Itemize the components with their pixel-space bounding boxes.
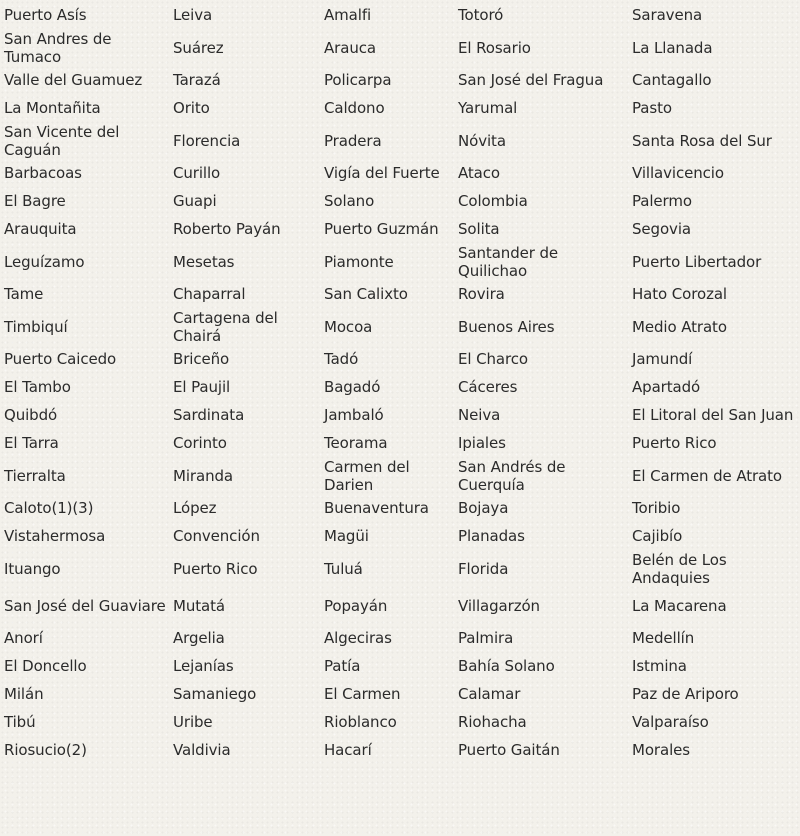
- table-cell: Pasto: [632, 99, 672, 117]
- table-cell: Rioblanco: [324, 713, 397, 731]
- table-cell: Piamonte: [324, 252, 394, 271]
- table-cell: San Vicente del Caguán: [4, 122, 120, 159]
- table-cell: Valdivia: [173, 741, 231, 759]
- table-row: [0, 736, 800, 764]
- table-cell: Palermo: [632, 192, 692, 210]
- table-cell: Yarumal: [458, 99, 518, 117]
- table-cell: La Llanada: [632, 38, 713, 57]
- table-row: [0, 0, 800, 29]
- table-cell: Istmina: [632, 657, 687, 675]
- table-cell: El Rosario: [458, 38, 531, 57]
- table-row: [0, 66, 800, 94]
- table-cell: Santa Rosa del Sur: [632, 131, 772, 150]
- table-cell: Riosucio(2): [4, 741, 87, 759]
- table-cell: Teorama: [324, 434, 388, 452]
- table-cell: Convención: [173, 527, 260, 545]
- table-cell: Uribe: [173, 713, 213, 731]
- table-cell: San Calixto: [324, 285, 408, 303]
- table-cell: Villavicencio: [632, 164, 724, 182]
- table-cell: Paz de Ariporo: [632, 685, 739, 703]
- table-cell: Valle del Guamuez: [4, 71, 143, 89]
- table-cell: Patía: [324, 657, 361, 675]
- table-cell: Neiva: [458, 406, 501, 424]
- table-cell: Buenaventura: [324, 499, 429, 517]
- table-cell: Apartadó: [632, 378, 701, 396]
- table-cell: Orito: [173, 99, 210, 117]
- table-cell: Solano: [324, 192, 375, 210]
- table-row: [0, 680, 800, 708]
- table-cell: Arauquita: [4, 220, 77, 238]
- table-cell: El Doncello: [4, 657, 87, 675]
- table-cell: Puerto Caicedo: [4, 350, 117, 368]
- table-cell: Saravena: [632, 5, 703, 24]
- table-row: [0, 243, 800, 280]
- table-cell: Vigía del Fuerte: [324, 164, 440, 182]
- table-cell: Tame: [4, 285, 44, 303]
- table-cell: Bojaya: [458, 499, 509, 517]
- table-cell: Leiva: [173, 5, 213, 24]
- table-cell: Jambaló: [324, 406, 384, 424]
- table-cell: Tarazá: [173, 71, 221, 89]
- table-cell: Calamar: [458, 685, 521, 703]
- table-cell: Carmen del Darien: [324, 457, 410, 494]
- table-cell: Milán: [4, 685, 44, 703]
- table-row: [0, 708, 800, 736]
- table-cell: Cáceres: [458, 378, 518, 396]
- table-cell: Briceño: [173, 350, 230, 368]
- table-cell: Suárez: [173, 38, 224, 57]
- table-cell: Bahía Solano: [458, 657, 555, 675]
- table-cell: Corinto: [173, 434, 227, 452]
- table-cell: Ipiales: [458, 434, 506, 452]
- table-cell: Rovira: [458, 285, 505, 303]
- table-cell: Algeciras: [324, 629, 392, 647]
- table-row: [0, 280, 800, 308]
- table-cell: Samaniego: [173, 685, 257, 703]
- table-cell: Puerto Asís: [4, 5, 87, 24]
- table-cell: Tuluá: [324, 559, 363, 578]
- table-cell: El Carmen: [324, 685, 401, 703]
- table-cell: Medio Atrato: [632, 317, 727, 336]
- table-cell: Segovia: [632, 220, 691, 238]
- table-cell: La Montañita: [4, 99, 101, 117]
- table-cell: Buenos Aires: [458, 317, 555, 336]
- table-cell: Morales: [632, 741, 690, 759]
- table-cell: Hato Corozal: [632, 285, 727, 303]
- table-cell: Tierralta: [4, 466, 66, 485]
- table-cell: Vistahermosa: [4, 527, 106, 545]
- table-cell: Jamundí: [632, 350, 693, 368]
- table-cell: Argelia: [173, 629, 225, 647]
- table-row: [0, 550, 800, 587]
- table-cell: Cajibío: [632, 527, 683, 545]
- table-cell: Chaparral: [173, 285, 246, 303]
- table-cell: Mocoa: [324, 317, 373, 336]
- table-row: [0, 29, 800, 66]
- table-cell: El Tarra: [4, 434, 59, 452]
- table-cell: Belén de Los Andaquies: [632, 550, 727, 587]
- table-cell: Arauca: [324, 38, 376, 57]
- table-cell: Nóvita: [458, 131, 506, 150]
- table-cell: Mesetas: [173, 252, 235, 271]
- table-cell: Planadas: [458, 527, 525, 545]
- table-cell: Ituango: [4, 559, 61, 578]
- table-cell: Palmira: [458, 629, 514, 647]
- table-cell: Medellín: [632, 629, 695, 647]
- table-cell: El Tambo: [4, 378, 71, 396]
- table-cell: Totoró: [458, 5, 504, 24]
- table-cell: Puerto Rico: [632, 434, 717, 452]
- table-row: [0, 159, 800, 187]
- table-cell: Lejanías: [173, 657, 234, 675]
- table-row: [0, 429, 800, 457]
- table-cell: Caloto(1)(3): [4, 499, 94, 517]
- table-cell: San Andres de Tumaco: [4, 29, 112, 66]
- table-cell: Villagarzón: [458, 596, 540, 615]
- table-cell: Florida: [458, 559, 509, 578]
- table-cell: Miranda: [173, 466, 233, 485]
- table-row: [0, 401, 800, 429]
- table-cell: López: [173, 499, 217, 517]
- table-cell: Cartagena del Chairá: [173, 308, 278, 345]
- table-row: [0, 624, 800, 652]
- table-cell: Magüi: [324, 527, 369, 545]
- table-cell: Valparaíso: [632, 713, 709, 731]
- table-cell: Colombia: [458, 192, 528, 210]
- table-cell: Puerto Gaitán: [458, 741, 560, 759]
- table-row: [0, 345, 800, 373]
- table-cell: El Bagre: [4, 192, 66, 210]
- table-cell: San Andrés de Cuerquía: [458, 457, 566, 494]
- table-cell: Timbiquí: [4, 317, 68, 336]
- table-cell: Toribio: [632, 499, 681, 517]
- table-cell: Puerto Rico: [173, 559, 258, 578]
- table-cell: Tadó: [324, 350, 359, 368]
- table-row: [0, 494, 800, 522]
- table-cell: Tibú: [4, 713, 36, 731]
- table-cell: Mutatá: [173, 596, 225, 615]
- table-row: [0, 457, 800, 494]
- table-cell: Guapi: [173, 192, 217, 210]
- table-cell: Cantagallo: [632, 71, 712, 89]
- table-row: [0, 94, 800, 122]
- table-cell: El Charco: [458, 350, 528, 368]
- table-cell: Hacarí: [324, 741, 372, 759]
- table-cell: El Carmen de Atrato: [632, 466, 783, 485]
- table-cell: Puerto Libertador: [632, 252, 762, 271]
- table-row: [0, 215, 800, 243]
- table-cell: Santander de Quilichao: [458, 243, 559, 280]
- table-cell: Amalfi: [324, 5, 372, 24]
- table-cell: San José del Fragua: [458, 71, 604, 89]
- table-row: [0, 122, 800, 159]
- table-cell: Puerto Guzmán: [324, 220, 439, 238]
- table-row: [0, 308, 800, 345]
- table-cell: Barbacoas: [4, 164, 82, 182]
- table-row: [0, 187, 800, 215]
- table-cell: Pradera: [324, 131, 382, 150]
- table-cell: La Macarena: [632, 596, 727, 615]
- table-cell: Anorí: [4, 629, 43, 647]
- table-row: [0, 652, 800, 680]
- table-cell: Curillo: [173, 164, 221, 182]
- table-cell: Roberto Payán: [173, 220, 281, 238]
- table-cell: Quibdó: [4, 406, 58, 424]
- table-cell: Solita: [458, 220, 500, 238]
- table-cell: San José del Guaviare: [4, 596, 166, 615]
- table-cell: Riohacha: [458, 713, 527, 731]
- table-cell: El Paujil: [173, 378, 231, 396]
- table-row: [0, 373, 800, 401]
- table-row: [0, 522, 800, 550]
- table-cell: Florencia: [173, 131, 241, 150]
- table-cell: El Litoral del San Juan: [632, 406, 794, 424]
- table-cell: Sardinata: [173, 406, 245, 424]
- table-cell: Popayán: [324, 596, 388, 615]
- table-cell: Leguízamo: [4, 252, 85, 271]
- table-cell: Ataco: [458, 164, 500, 182]
- table-cell: Bagadó: [324, 378, 381, 396]
- table-cell: Caldono: [324, 99, 385, 117]
- table-row: [0, 587, 800, 624]
- table-cell: Policarpa: [324, 71, 392, 89]
